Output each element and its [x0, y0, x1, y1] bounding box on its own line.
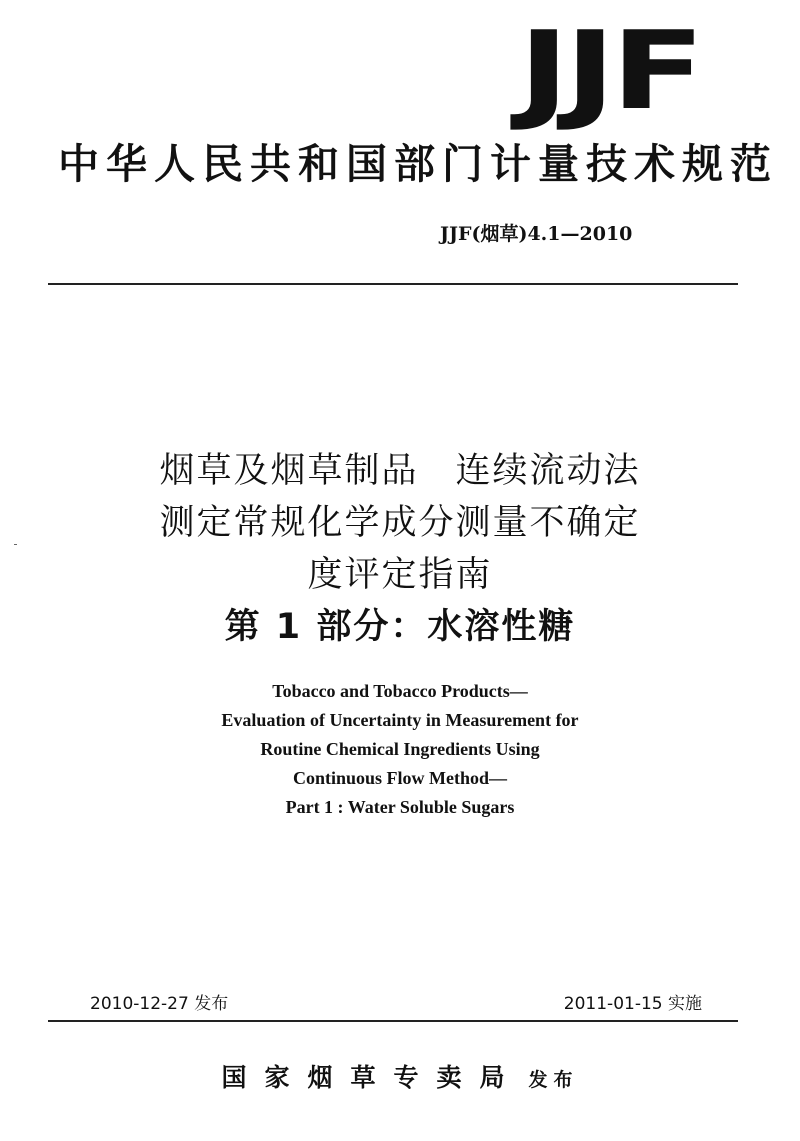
effective-date: 2011-01-15 实施 [563, 994, 702, 1014]
english-title-line-4: Continuous Flow Method— [292, 768, 508, 788]
chinese-title-line-2: 测定常规化学成分测量不确定 [159, 503, 641, 543]
english-title-line-2: Evaluation of Uncertainty in Measurement for [221, 710, 579, 730]
english-title-line-1: Tobacco and Tobacco Products— [272, 681, 528, 701]
chinese-title [0, 445, 800, 653]
issuing-authority-title: 中华人民共和国部门计量技术规范 [58, 140, 778, 188]
publisher-name: 国家烟草专卖局 [221, 1063, 523, 1092]
chinese-title-part: 第 1 部分：水溶性糖 [224, 607, 576, 647]
header-divider [48, 283, 738, 285]
publisher-verb: 发布 [528, 1069, 579, 1091]
jjf-logo: JJF [518, 9, 700, 134]
chinese-title-line-1: 烟草及烟草制品 连续流动法 [159, 451, 641, 491]
english-title-line-3: Routine Chemical Ingredients Using [260, 739, 540, 759]
standard-code: JJF(烟草)4.1—2010 [440, 223, 633, 245]
footer-divider [48, 1020, 738, 1022]
english-title-line-5: Part 1 : Water Soluble Sugars [285, 797, 515, 817]
chinese-title-line-3: 度评定指南 [307, 555, 493, 595]
issue-date: 2010-12-27 发布 [90, 994, 229, 1014]
english-title [0, 677, 800, 822]
publisher [0, 1058, 800, 1094]
